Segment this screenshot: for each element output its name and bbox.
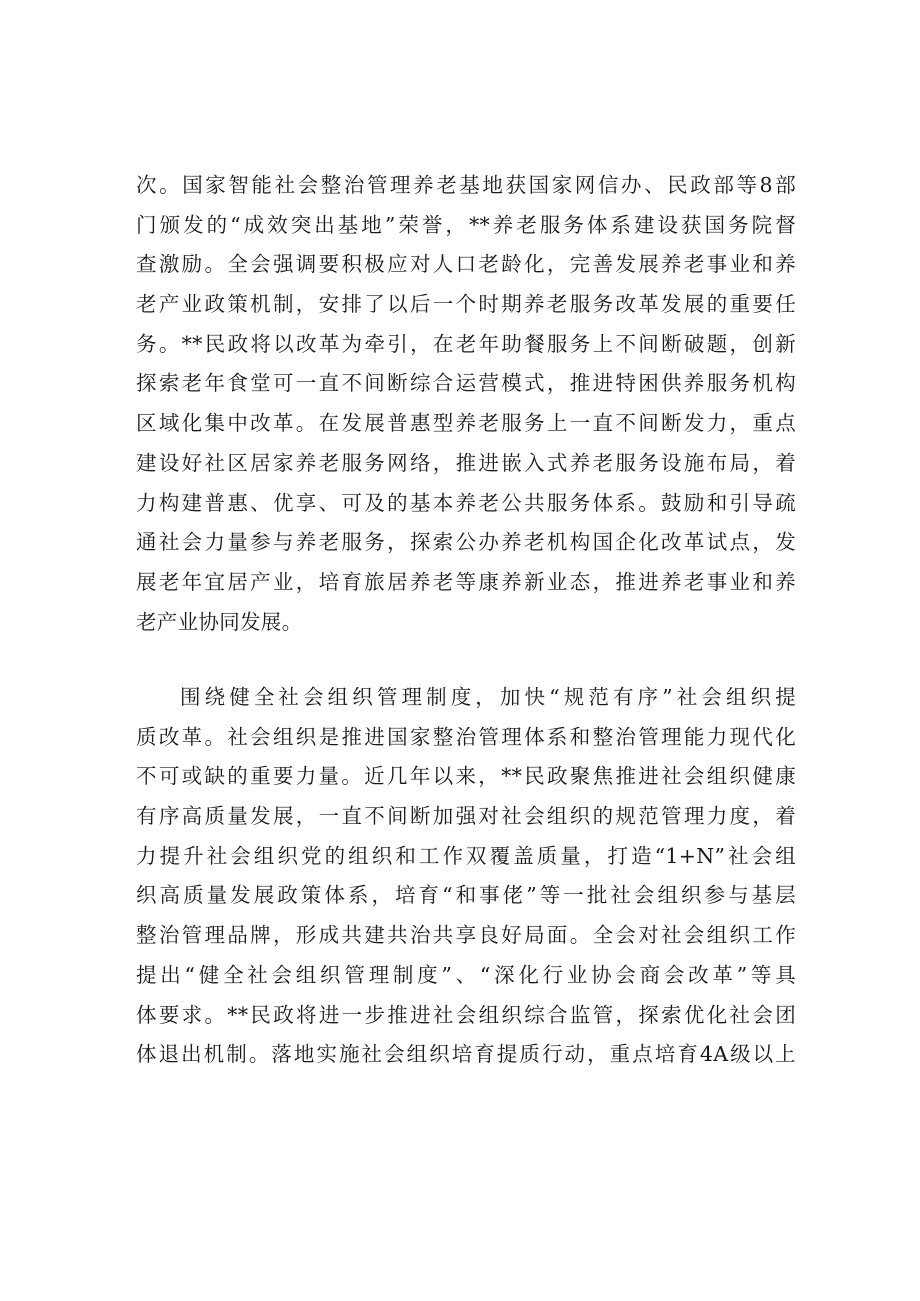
- text-line: 查激励。全会强调要积极应对人口老龄化，完善发展养老事业和养: [136, 252, 796, 277]
- paragraph-elderly-care: [136, 166, 796, 642]
- text-line: 次。国家智能社会整治管理养老基地获国家网信办、民政部等8部: [136, 173, 796, 197]
- text-line: 提出“健全社会组织管理制度”、“深化行业协会商会改革”等具: [136, 962, 796, 987]
- text-line: 门颁发的“成效突出基地”荣誉，**养老服务体系建设获国务院督: [136, 212, 796, 237]
- text-line: 体退出机制。落地实施社会组织培育提质行动，重点培育4A级以上: [136, 1042, 796, 1067]
- text-line: 体要求。**民政将进一步推进社会组织综合监管，探索优化社会团: [136, 1002, 796, 1027]
- text-line: 建设好社区居家养老服务网络，推进嵌入式养老服务设施布局，着: [136, 450, 796, 475]
- text-line: 有序高质量发展，一直不间断加强对社会组织的规范管理力度，着: [136, 804, 796, 829]
- text-line: 整治管理品牌，形成共建共治共享良好局面。全会对社会组织工作: [136, 923, 796, 948]
- text-line: 力构建普惠、优享、可及的基本养老公共服务体系。鼓励和引导疏: [136, 490, 796, 515]
- text-line: 老产业政策机制，安排了以后一个时期养老服务改革发展的重要任: [136, 292, 796, 317]
- text-line: 织高质量发展政策体系，培育“和事佬”等一批社会组织参与基层: [136, 883, 796, 908]
- text-line: 区域化集中改革。在发展普惠型养老服务上一直不间断发力，重点: [136, 411, 796, 436]
- text-line: 力提升社会组织党的组织和工作双覆盖质量，打造“1+N”社会组: [136, 843, 796, 868]
- text-line: 通社会力量参与养老服务，探索公办养老机构国企化改革试点，发: [136, 530, 796, 555]
- text-line: 展老年宜居产业，培育旅居养老等康养新业态，推进养老事业和养: [136, 569, 796, 594]
- text-line: 老产业协同发展。: [136, 609, 303, 634]
- paragraph-social-organizations: [136, 678, 796, 1075]
- text-line: 务。**民政将以改革为牵引，在老年助餐服务上不间断破题，创新: [136, 331, 796, 356]
- text-line: 探索老年食堂可一直不间断综合运营模式，推进特困供养服务机构: [136, 371, 796, 396]
- text-line: 不可或缺的重要力量。近几年以来，**民政聚焦推进社会组织健康: [136, 764, 796, 789]
- text-line: 质改革。社会组织是推进国家整治管理体系和整治管理能力现代化: [136, 724, 796, 749]
- text-line: 围绕健全社会组织管理制度，加快“规范有序”社会组织提: [180, 685, 796, 709]
